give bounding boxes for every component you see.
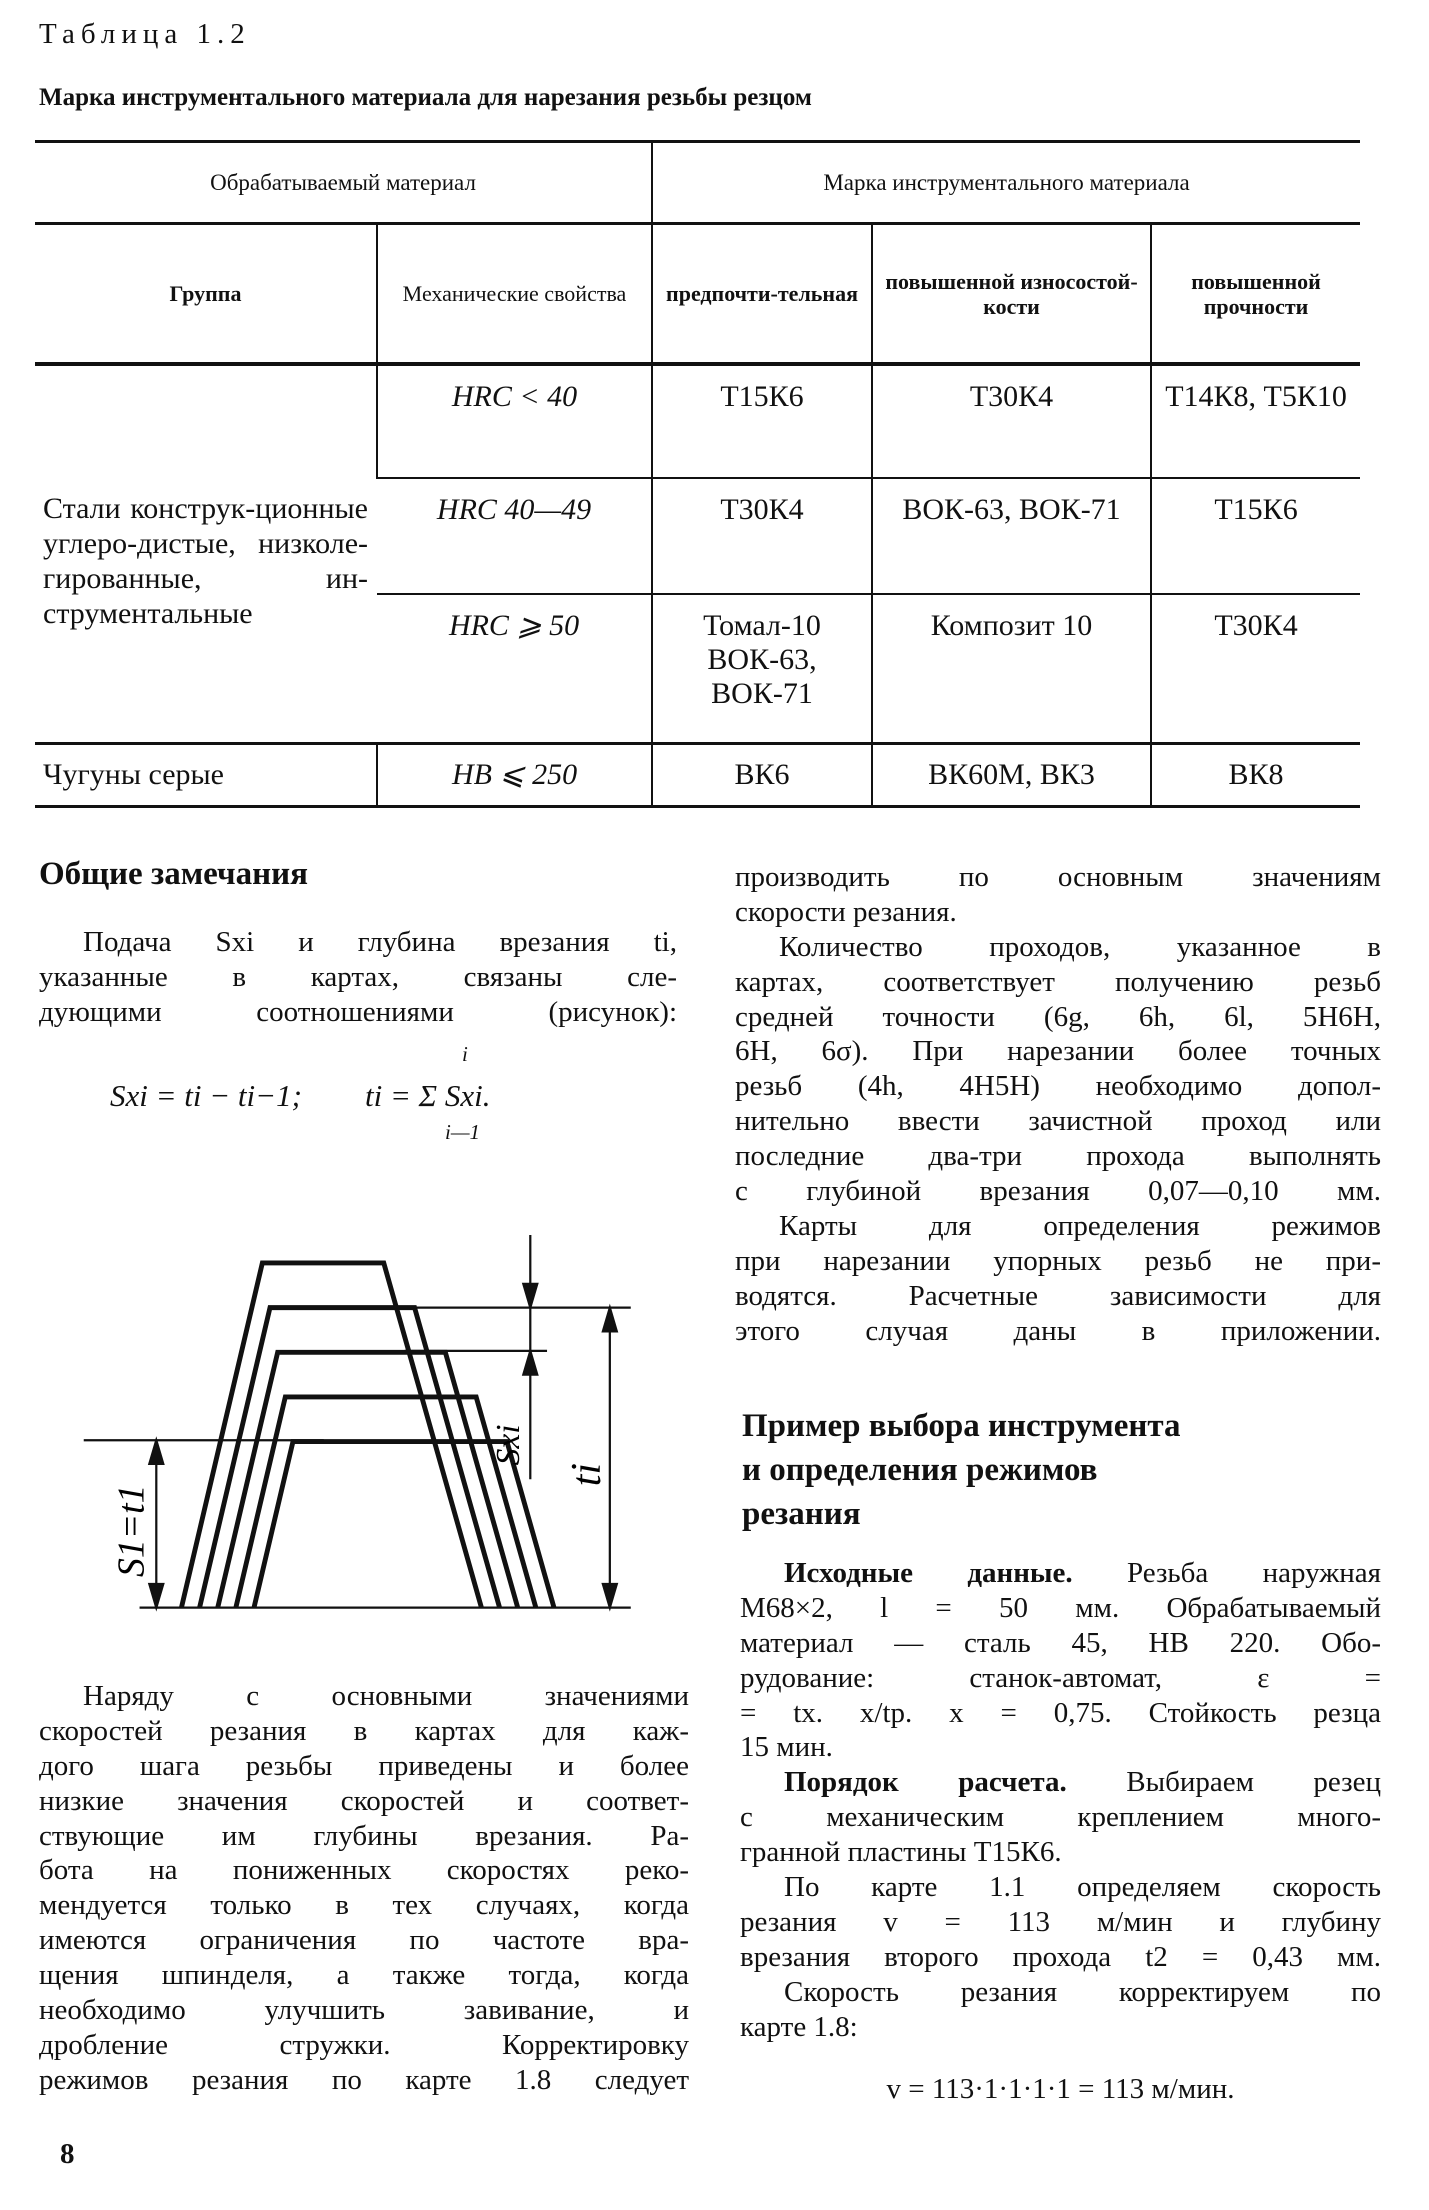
line-text: M68×2, l = 50 мм. Обрабатываемый xyxy=(740,1591,1381,1624)
section-heading-example xyxy=(742,1404,1181,1536)
text-line xyxy=(740,1765,1381,1800)
arrow-icon xyxy=(523,1284,537,1308)
text-line xyxy=(740,1835,1381,1870)
paragraph-passes xyxy=(735,860,1381,1348)
section-heading-general: Общие замечания xyxy=(39,856,308,892)
text-line: скоростей резания в картах для каж- xyxy=(39,1714,689,1747)
wear-cell: Т30К4 xyxy=(872,364,1151,478)
label-s1-t1: S1=t1 xyxy=(110,1484,153,1577)
line-text: врезания второго прохода t2 = 0,43 мм. xyxy=(740,1940,1381,1973)
preferred-cell: Т30К4 xyxy=(652,478,872,594)
line-text: По карте 1.1 определяем скорость xyxy=(784,1871,1381,1904)
label-sxi: Sxi xyxy=(490,1424,528,1466)
text-line: этого случая даны в приложении. xyxy=(735,1314,1381,1347)
text-line: ствующие им глубины врезания. Ра- xyxy=(39,1819,689,1852)
text-line: дробление стружки. Корректировку xyxy=(39,2028,689,2061)
sum-upper-limit: i xyxy=(462,1042,468,1066)
text-line xyxy=(740,1556,1381,1591)
label-ti: ti xyxy=(564,1462,611,1487)
text-line: указанные в картах, связаны сле- xyxy=(39,960,677,993)
header-tool-material: Марка инструментального материала xyxy=(652,142,1360,224)
text-line: нительно ввести зачистной проход или xyxy=(735,1105,1381,1138)
preferred-cell: Томал-10 ВОК-63, ВОК-71 xyxy=(652,594,872,743)
text-line: скорости резания. xyxy=(735,895,957,928)
text-line: средней точности (6g, 6h, 6l, 5H6H, xyxy=(735,1000,1381,1033)
header-mechanical-properties: Механические свойства xyxy=(377,224,652,365)
text-line: последние два-три прохода выполнять xyxy=(735,1140,1381,1173)
arrow-icon xyxy=(603,1584,617,1608)
group-cell: Стали конструк-ционные углеро-дистые, низколе-гированные, ин-струментальные xyxy=(43,491,368,630)
heading-line: и определения режимов xyxy=(742,1452,1098,1488)
table-caption: Таблица 1.2 xyxy=(39,18,251,50)
text-line xyxy=(740,1661,1381,1696)
result-formula: v = 113·1·1·1·1 = 113 м/мин. xyxy=(886,2073,1235,2105)
text-line xyxy=(740,1905,1381,1940)
text-line: 6H, 6σ). При нарезании более точных xyxy=(735,1035,1381,1068)
mech-cell: HRC 40—49 xyxy=(377,478,652,594)
line-text: Скорость резания корректируем по xyxy=(784,1975,1381,2008)
line-text: Резьба наружная xyxy=(1072,1557,1381,1589)
text-line: мендуется только в тех случаях, когда xyxy=(39,1889,689,1922)
thread-profile xyxy=(181,1263,481,1608)
text-line: необходимо улучшить завивание, и xyxy=(39,1994,689,2027)
mech-cell: HB ⩽ 250 xyxy=(377,743,652,806)
header-workpiece-material: Обрабатываемый материал xyxy=(35,142,652,224)
line-text: материал — сталь 45, HB 220. Обо- xyxy=(740,1626,1381,1659)
arrow-icon xyxy=(149,1440,163,1464)
text-line: при нарезании упорных резьб не при- xyxy=(735,1244,1381,1277)
text-line: картах, соответствует получению резьб xyxy=(735,965,1381,998)
wear-cell: ВК60М, ВК3 xyxy=(872,743,1151,806)
text-line: Подача Sxi и глубина врезания ti, xyxy=(83,926,677,958)
text-line: Количество проходов, указанное в xyxy=(779,930,1381,963)
text-line: имеются ограничения по частоте вра- xyxy=(39,1924,689,1957)
text-line: Карты для определения режимов xyxy=(779,1209,1381,1242)
preferred-cell: Т15К6 xyxy=(652,364,872,478)
text-line xyxy=(740,1626,1381,1661)
text-line: режимов резания по карте 1.8 следует xyxy=(39,2063,689,2096)
strength-cell: ВК8 xyxy=(1151,743,1360,806)
line-text: Выбираем резец xyxy=(1066,1766,1381,1799)
text-line: щения шпинделя, а также тогда, когда xyxy=(39,1959,689,1992)
text-line xyxy=(740,1800,1381,1835)
line-text: рудование: станок-автомат, ε = xyxy=(740,1661,1381,1694)
table-title: Марка инструментального материала для нарезания резьбы резцом xyxy=(39,84,812,111)
mech-cell: HRC ⩾ 50 xyxy=(448,609,580,642)
strength-cell: Т15К6 xyxy=(1151,478,1360,594)
line-text: 15 мин. xyxy=(740,1731,833,1764)
wear-cell: ВОК-63, ВОК-71 xyxy=(872,478,1151,594)
header-wear-resistance: повышенной износостой-кости xyxy=(872,224,1151,365)
text-line: резьб (4h, 4H5H) необходимо допол- xyxy=(735,1070,1381,1103)
paragraph-reduced-speeds xyxy=(39,1679,689,2098)
paragraph-example xyxy=(740,1556,1381,2044)
heading-line: резания xyxy=(742,1496,861,1532)
text-line xyxy=(740,1591,1381,1626)
sum-lower-limit: i—1 xyxy=(445,1120,481,1144)
wear-cell: Композит 10 xyxy=(872,594,1151,743)
text-line xyxy=(740,2010,1381,2045)
bold-lead: Порядок расчета. xyxy=(784,1766,1067,1799)
text-line xyxy=(740,1940,1381,1975)
line-text: = tх. х/tр. х = 0,75. Стойкость резца xyxy=(740,1696,1381,1729)
arrow-icon xyxy=(149,1584,163,1608)
formula-left: Sxi = ti − ti−1; xyxy=(110,1078,302,1113)
formula-right: ti = Σ Sxi. xyxy=(365,1078,491,1113)
arrow-icon xyxy=(523,1351,537,1375)
text-line: бота на пониженных скоростях реко- xyxy=(39,1854,689,1887)
text-line: дующими соотношениями (рисунок): xyxy=(39,995,677,1028)
strength-cell: Т14К8, Т5К10 xyxy=(1151,364,1360,478)
text-line: Наряду с основными значениями xyxy=(83,1680,689,1712)
line-text: резания v = 113 м/мин и глубину xyxy=(740,1905,1381,1938)
text-line: производить по основным значениям xyxy=(735,861,1381,893)
header-preferred: предпочти-тельная xyxy=(652,224,872,365)
text-line: низкие значения скоростей и соответ- xyxy=(39,1784,689,1817)
text-line: дого шага резьбы приведены и более xyxy=(39,1749,689,1782)
text-line xyxy=(740,1730,1381,1765)
line-text: с механическим креплением много- xyxy=(740,1801,1381,1834)
header-strength: повышенной прочности xyxy=(1151,224,1360,365)
strength-cell: Т30К4 xyxy=(1151,594,1360,743)
header-group: Группа xyxy=(35,224,377,365)
text-line: с глубиной врезания 0,07—0,10 мм. xyxy=(735,1175,1381,1208)
arrow-icon xyxy=(603,1308,617,1332)
page-number: 8 xyxy=(60,2138,75,2170)
bold-lead: Исходные данные. xyxy=(784,1557,1073,1589)
line-text: карте 1.8: xyxy=(740,2010,858,2043)
line-text: гранной пластины Т15К6. xyxy=(740,1836,1062,1869)
text-line xyxy=(740,1870,1381,1905)
group-cell: Чугуны серые xyxy=(35,743,377,806)
text-line: водятся. Расчетные зависимости для xyxy=(735,1279,1381,1312)
heading-line: Пример выбора инструмента xyxy=(742,1408,1181,1444)
mech-cell: HRC < 40 xyxy=(377,364,652,478)
text-line xyxy=(740,1975,1381,2010)
text-line xyxy=(740,1696,1381,1731)
preferred-cell: ВК6 xyxy=(652,743,872,806)
